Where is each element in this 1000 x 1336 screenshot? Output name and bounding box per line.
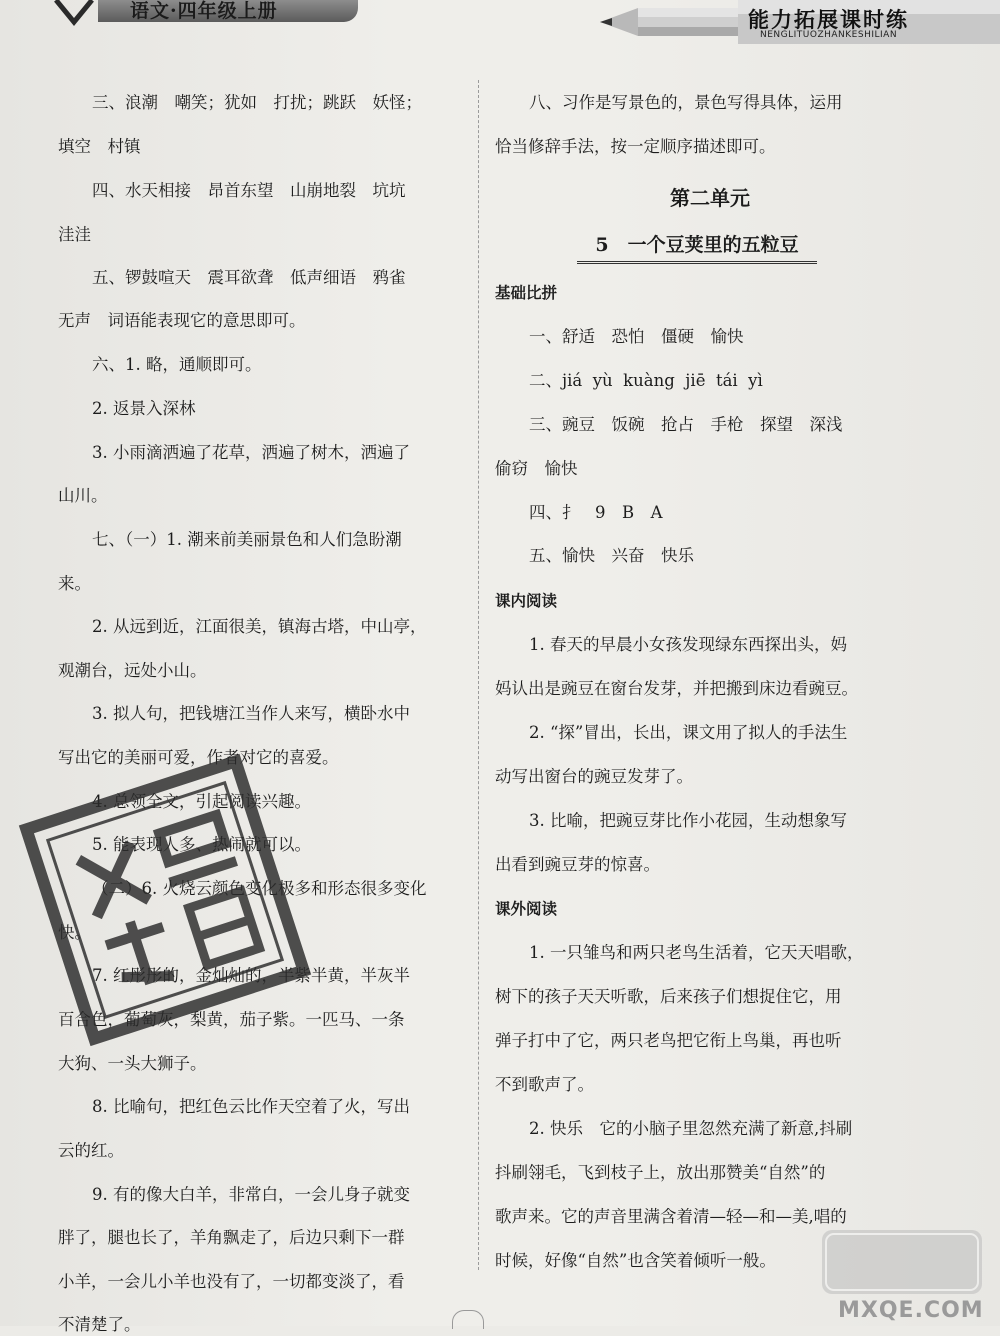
answer-line: 1. 春天的早晨小女孩发现绿东西探出头，妈 — [529, 635, 847, 654]
answer-line: 观潮台，远处小山。 — [58, 661, 207, 680]
answer-line: 胖了，腿也长了，羊角飘走了，后边只剩下一群 — [58, 1228, 405, 1247]
answer-line: 2. 快乐 它的小脑子里忽然充满了新意,抖刷 — [529, 1119, 853, 1138]
answer-line: 妈认出是豌豆在窗台发芽，并把搬到床边看豌豆。 — [495, 679, 858, 698]
answer-line: 9. 有的像大白羊，非常白，一会儿身子就变 — [92, 1185, 410, 1204]
answer-line: 填空 村镇 — [58, 137, 141, 156]
lesson-title: 5 一个豆荚里的五粒豆 — [577, 230, 817, 264]
answer-line: 小羊，一会儿小羊也没有了，一切都变淡了，看 — [58, 1272, 405, 1291]
answer-line: 百合色，葡萄灰，梨黄，茄子紫。一匹马、一条 — [58, 1010, 405, 1029]
answer-line: 不到歌声了。 — [495, 1075, 594, 1094]
column-divider — [478, 80, 479, 1270]
answer-line: 四、水天相接 昂首东望 山崩地裂 坑坑 — [92, 181, 406, 200]
answer-line: （二）6. 火烧云颜色变化极多和形态很多变化 — [92, 879, 427, 898]
section-heading: 基础比拼 — [495, 284, 558, 302]
seal-stamp-icon — [0, 735, 330, 1065]
answer-line: 偷窃 愉快 — [495, 459, 578, 478]
unit-title: 第二单元 — [670, 186, 750, 210]
answer-line: 树下的孩子天天听歌，后来孩子们想捉住它，用 — [495, 987, 842, 1006]
answer-line: 5. 能表现人多、热闹就可以。 — [92, 835, 311, 854]
answer-line: 六、1. 略，通顺即可。 — [92, 355, 262, 374]
answer-line: 云的红。 — [58, 1141, 124, 1160]
answer-line: 抖刷翎毛，飞到枝子上，放出那赞美“自然”的 — [495, 1163, 826, 1182]
answer-line: 恰当修辞手法，按一定顺序描述即可。 — [495, 137, 776, 156]
answer-line: 三、浪潮 嘲笑；犹如 打扰；跳跃 妖怪； — [92, 93, 422, 112]
answer-line: 3. 比喻，把豌豆芽比作小花园，生动想象写 — [529, 811, 847, 830]
section-heading: 课内阅读 — [495, 592, 558, 610]
answer-line: 出看到豌豆芽的惊喜。 — [495, 855, 660, 874]
series-title: 能力拓展课时练 — [748, 7, 909, 32]
answer-line: 五、愉快 兴奋 快乐 — [529, 546, 694, 565]
answer-line: 七、（一）1. 潮来前美丽景色和人们急盼潮 — [92, 530, 402, 549]
answer-line: 来。 — [58, 574, 91, 593]
answer-line: 4. 总领全文，引起阅读兴趣。 — [92, 792, 311, 811]
series-pinyin: NENGLITUOZHANKESHILIAN — [760, 30, 898, 40]
answer-line: 3. 拟人句，把钱塘江当作人来写，横卧水中 — [92, 704, 410, 723]
answer-line: 五、锣鼓喧天 震耳欲聋 低声细语 鸦雀 — [92, 268, 406, 287]
answer-line: 二、jiá yù kuàng jiē tái yì — [529, 371, 763, 390]
answer-line: 无声 词语能表现它的意思即可。 — [58, 311, 306, 330]
answer-line: 2. “探”冒出，长出，课文用了拟人的手法生 — [529, 723, 848, 742]
answer-line: 三、豌豆 饭碗 抢占 手枪 探望 深浅 — [529, 415, 843, 434]
answer-line: 写出它的美丽可爱，作者对它的喜爱。 — [58, 748, 339, 767]
section-heading: 课外阅读 — [495, 900, 558, 918]
answer-line: 八、习作是写景色的，景色写得具体，运用 — [529, 93, 843, 112]
page-header — [0, 0, 1000, 48]
answer-line: 3. 小雨滴洒遍了花草，洒遍了树木，洒遍了 — [92, 443, 410, 462]
watermark-url: MXQE.COM — [838, 1298, 984, 1323]
answer-line: 山川。 — [58, 486, 108, 505]
answer-line: 大狗、一头大狮子。 — [58, 1054, 207, 1073]
answer-line: 7. 红彤彤的，金灿灿的，半紫半黄，半灰半 — [92, 966, 410, 985]
answer-line: 1. 一只雏鸟和两只老鸟生活着，它天天唱歌， — [529, 943, 864, 962]
answer-line: 动写出窗台的豌豆发芽了。 — [495, 767, 693, 786]
page-number-tab — [452, 1310, 484, 1329]
answer-line: 不清楚了。 — [58, 1315, 141, 1334]
answer-line: 8. 比喻句，把红色云比作天空着了火，写出 — [92, 1097, 410, 1116]
answer-line: 四、扌 9 B A — [529, 503, 663, 522]
answer-line: 弹子打中了它，两只老鸟把它衔上鸟巢，再也听 — [495, 1031, 842, 1050]
answer-line: 歌声来。它的声音里满含着清—轻—和—美,唱的 — [495, 1207, 847, 1226]
answer-line: 快。 — [58, 923, 91, 942]
answer-line: 洼洼 — [58, 225, 91, 244]
book-title: 语文·四年级上册 — [130, 0, 278, 22]
answer-line: 2. 返景入深林 — [92, 399, 196, 418]
answer-line: 2. 从远到近，江面很美，镇海古塔，中山亭， — [92, 617, 427, 636]
answer-line: 一、舒适 恐怕 僵硬 愉快 — [529, 327, 744, 346]
answer-line: 时候，好像“自然”也含笑着倾听一般。 — [495, 1251, 776, 1270]
